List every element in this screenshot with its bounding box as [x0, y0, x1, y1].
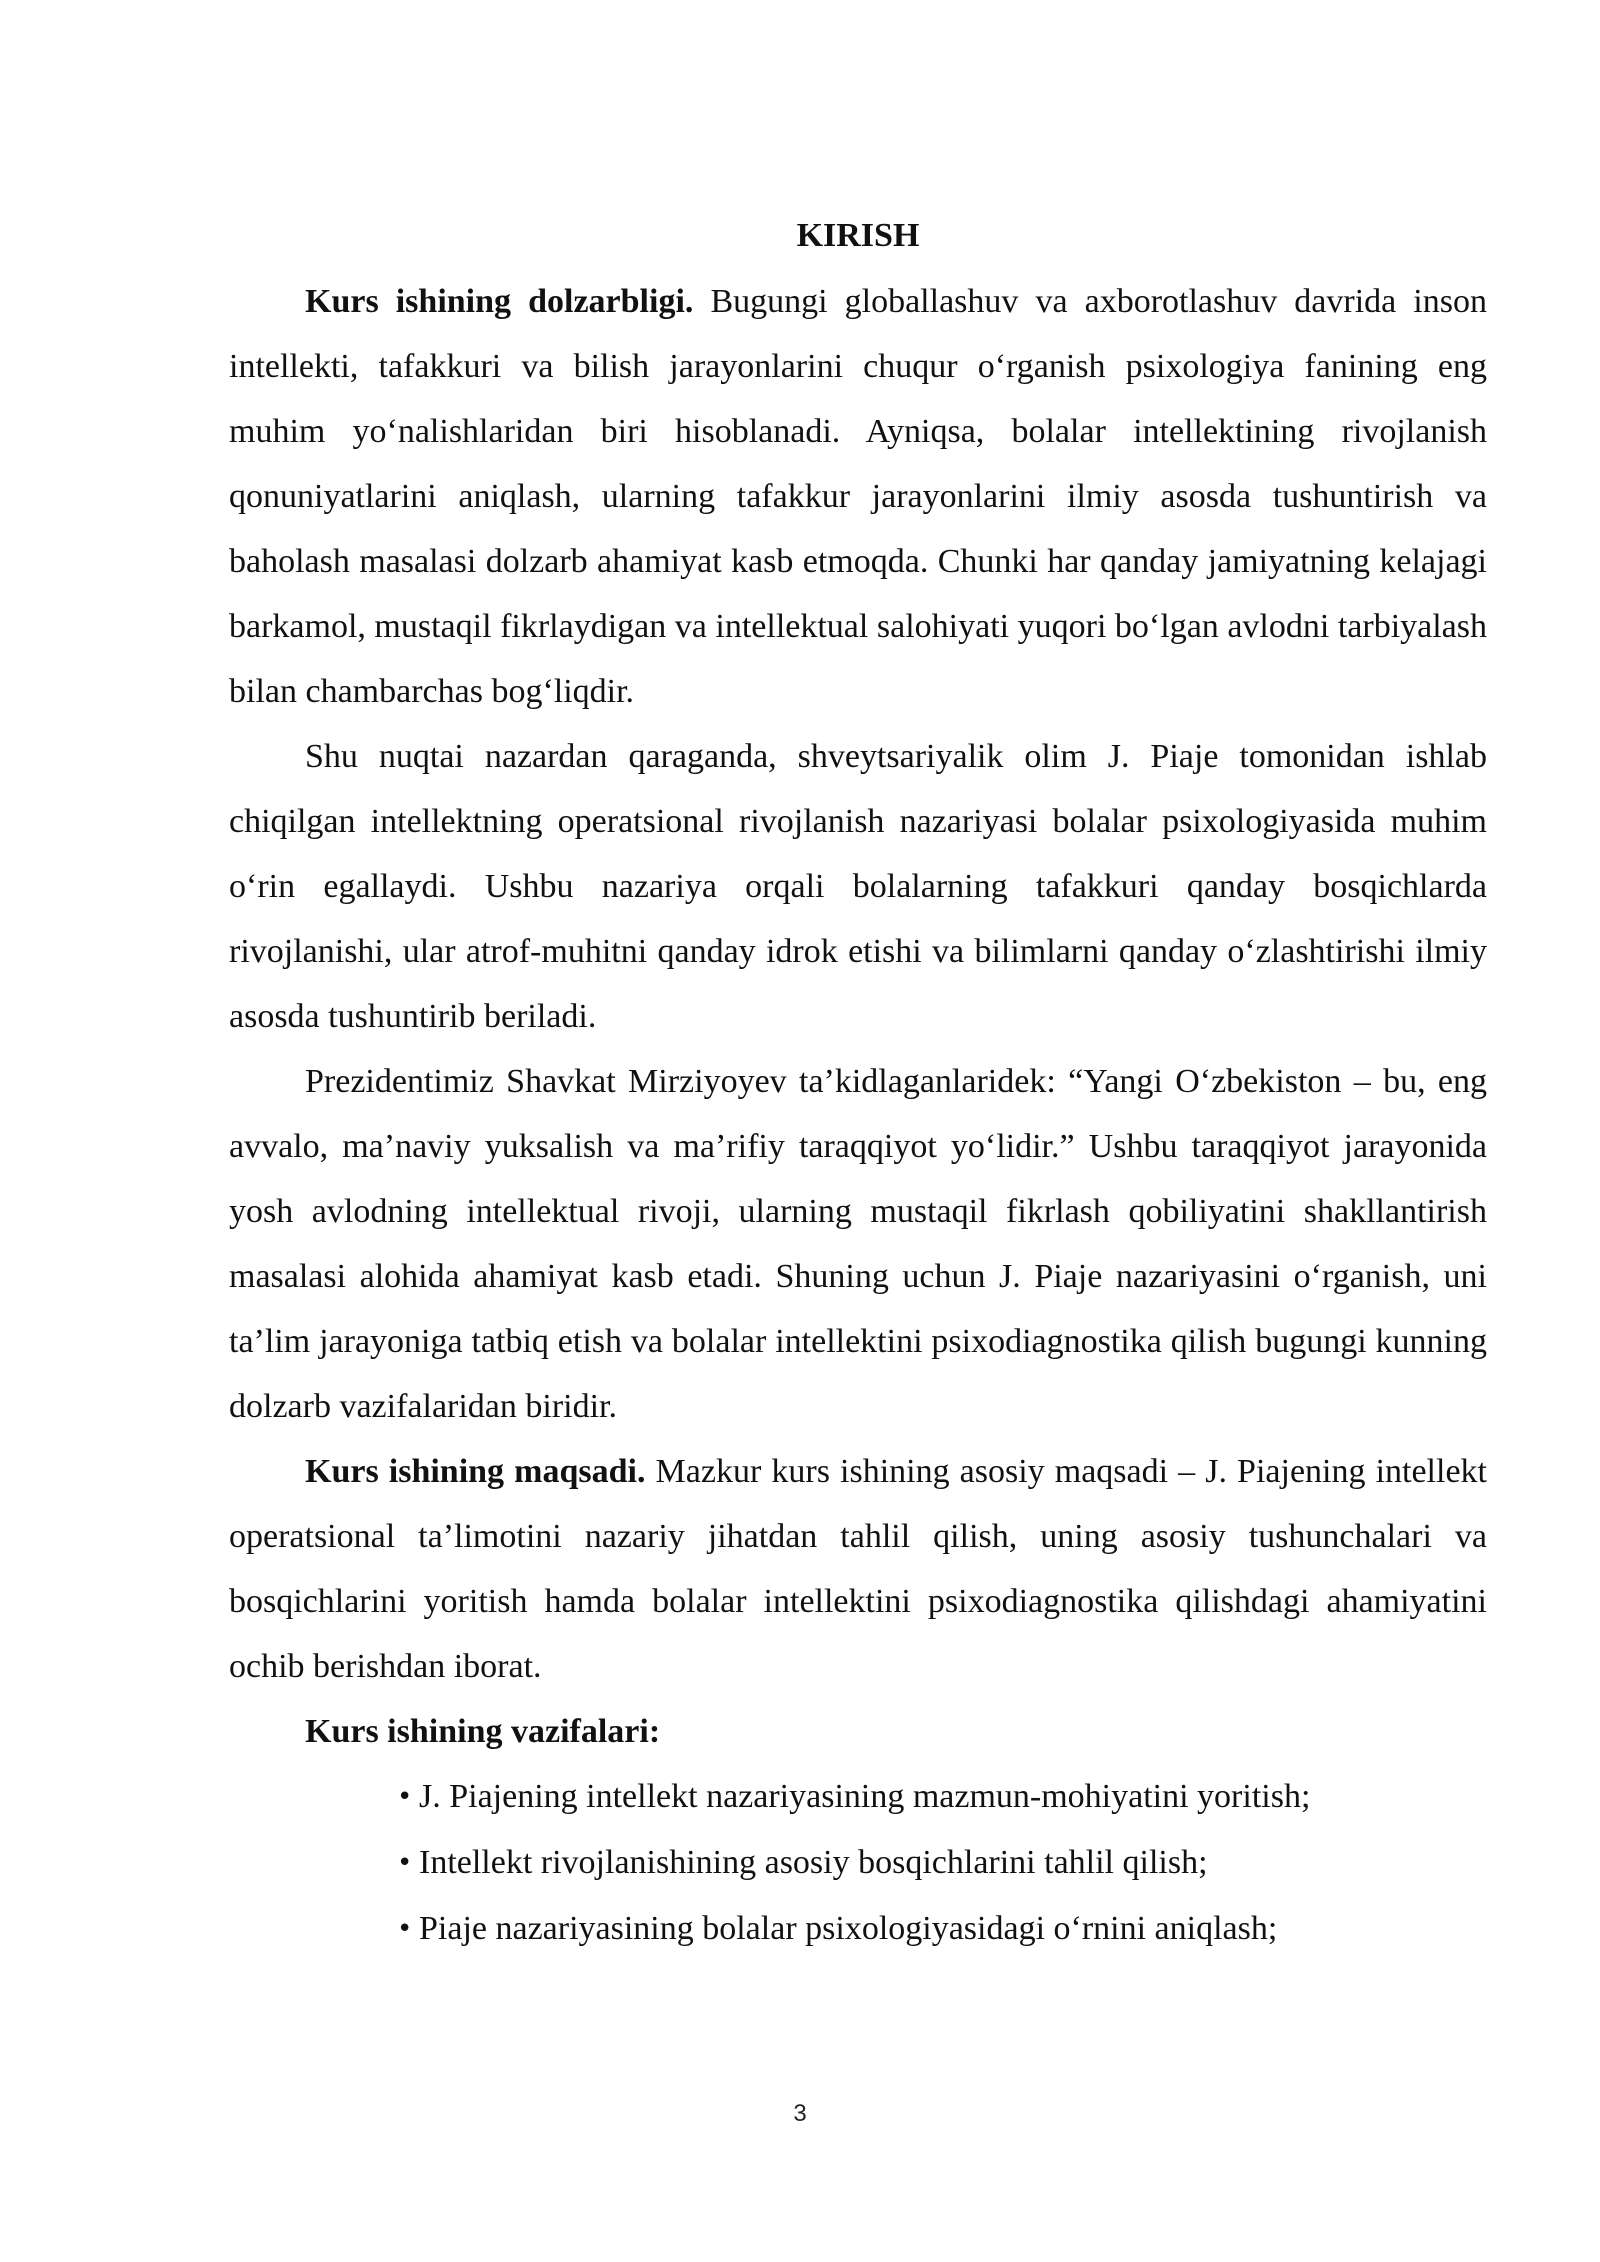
- paragraph-piaget-theory: [229, 724, 1487, 1049]
- paragraph-president-quote: [229, 1049, 1487, 1439]
- list-item-text: Intellekt rivojlanishining asosiy bosqichlarini tahlil qilish;: [419, 1844, 1208, 1881]
- paragraph-text: Prezidentimiz Shavkat Mirziyoyev ta’kidlaganlaridek: “Yangi Oʻzbekiston – bu, eng avvalo, ma’naviy yuksalish va ma’rifiy taraqqiyot yoʻlidir.” Ushbu taraqqiyot jarayonida yosh avlodning intellektual rivoji, ularning mustaqil fikrlash qobiliyatini shakllantirish masalasi alohida ahamiyat kasb etadi. Shuning uchun J. Piaje nazariyasini oʻrganish, uni ta’lim jarayoniga tatbiq etish va bolalar intellektini psixodiagnostika qilish bugungi kunning dolzarb vazifalaridan biridir.: [229, 1063, 1487, 1425]
- paragraph-relevance: [229, 269, 1487, 724]
- paragraph-lead: Kurs ishining dolzarbligi.: [305, 283, 694, 320]
- list-item-text: Piaje nazariyasining bolalar psixologiyasidagi oʻrnini aniqlash;: [419, 1910, 1278, 1947]
- tasks-heading: Kurs ishining vazifalari:: [305, 1713, 661, 1750]
- section-title: KIRISH: [796, 217, 920, 254]
- paragraph-text: Bugungi globallashuv va axborotlashuv davrida inson intellekti, tafakkuri va bilish jarayonlarini chuqur oʻrganish psixologiya fanining eng muhim yoʻnalishlaridan biri hisoblanadi. Ayniqsa, bolalar intellektining rivojlanish qonuniyatlarini aniqlash, ularning tafakkur jarayonlarini ilmiy asosda tushuntirish va baholash masalasi dolzarb ahamiyat kasb etmoqda. Chunki har qanday jamiyatning kelajagi barkamol, mustaqil fikrlaydigan va intellektual salohiyati yuqori boʻlgan avlodni tarbiyalash bilan chambarchas bogʻliqdir.: [229, 283, 1487, 710]
- bullet-icon: •: [397, 1914, 413, 1944]
- list-item: [397, 1764, 1487, 1830]
- bullet-icon: •: [397, 1848, 413, 1878]
- paragraph-text: Mazkur kurs ishining asosiy maqsadi – J. Piajening intellekt operatsional ta’limotini nazariy jihatdan tahlil qilish, uning asosiy tushunchalari va bosqichlarini yoritish hamda bolalar intellektini psixodiagnostika qilishdagi ahamiyatini ochib berishdan iborat.: [229, 1453, 1487, 1685]
- list-item: [397, 1830, 1487, 1896]
- paragraph-lead: Kurs ishining maqsadi.: [305, 1453, 646, 1490]
- paragraph-text: Shu nuqtai nazardan qaraganda, shveytsariyalik olim J. Piaje tomonidan ishlab chiqilgan intellektning operatsional rivojlanish nazariyasi bolalar psixologiyasida muhim oʻrin egallaydi. Ushbu nazariya orqali bolalarning tafakkuri qanday bosqichlarda rivojlanishi, ular atrof-muhitni qanday idrok etishi va bilimlarni qanday oʻzlashtirishi ilmiy asosda tushuntirib beriladi.: [229, 738, 1487, 1035]
- page-number: 3: [793, 2100, 807, 2127]
- paragraph-goal: [229, 1439, 1487, 1699]
- bullet-icon: •: [397, 1782, 413, 1812]
- list-item: [397, 1896, 1487, 1962]
- tasks-list: [229, 1764, 1487, 1962]
- page-content: [229, 206, 1487, 1962]
- list-item-text: J. Piajening intellekt nazariyasining mazmun-mohiyatini yoritish;: [419, 1778, 1311, 1815]
